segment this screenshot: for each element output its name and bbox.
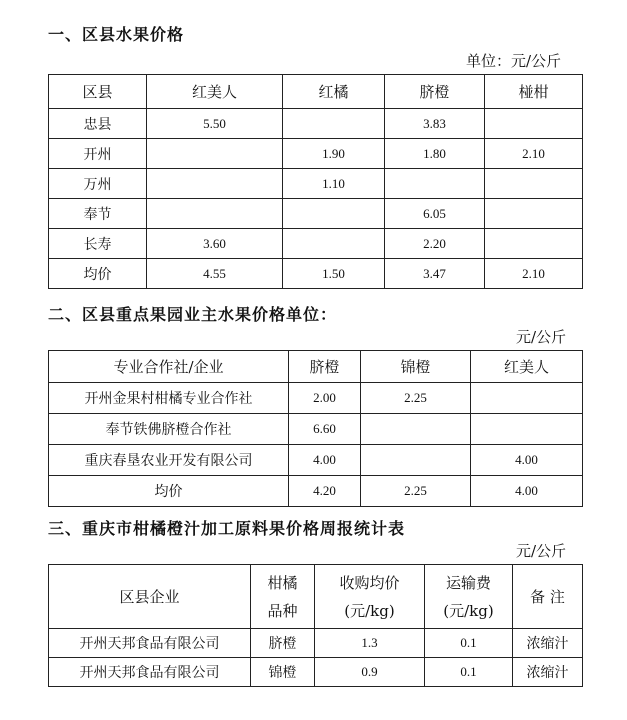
price-cell	[283, 229, 385, 259]
price-cell: 4.00	[471, 445, 583, 476]
price-cell	[471, 414, 583, 445]
price-cell	[361, 414, 471, 445]
price-cell	[283, 199, 385, 229]
section3-unit: 元/公斤	[516, 542, 567, 560]
price-cell: 3.60	[147, 229, 283, 259]
district-cell: 长寿	[49, 229, 147, 259]
company-cell: 开州金果村柑橘专业合作社	[49, 383, 289, 414]
price-cell: 2.10	[485, 259, 583, 289]
district-cell: 万州	[49, 169, 147, 199]
table-row	[49, 109, 583, 139]
table-row	[49, 445, 583, 476]
column-header: 锦橙	[361, 351, 471, 383]
section1-unit: 单位：元/公斤	[466, 52, 562, 70]
table-row	[49, 229, 583, 259]
section2-unit: 元/公斤	[516, 328, 567, 346]
price-cell	[361, 445, 471, 476]
table-header-row	[49, 351, 583, 383]
price-cell: 0.9	[315, 658, 425, 687]
table-row	[49, 414, 583, 445]
company-cell: 重庆春垦农业开发有限公司	[49, 445, 289, 476]
price-cell	[147, 169, 283, 199]
column-header: 运输费(元/kg)	[425, 565, 513, 629]
price-cell: 4.55	[147, 259, 283, 289]
column-header: 红美人	[147, 75, 283, 109]
column-header: 区县	[49, 75, 147, 109]
remark-cell: 浓缩汁	[513, 629, 583, 658]
price-cell: 2.25	[361, 476, 471, 507]
table-row	[49, 383, 583, 414]
price-cell: 3.47	[385, 259, 485, 289]
district-cell: 均价	[49, 259, 147, 289]
table-header-row	[49, 75, 583, 109]
column-header: 柑橘品种	[251, 565, 315, 629]
price-cell	[283, 109, 385, 139]
price-cell	[485, 169, 583, 199]
price-cell	[147, 139, 283, 169]
company-cell: 奉节铁佛脐橙合作社	[49, 414, 289, 445]
section1-heading: 一、区县水果价格	[48, 25, 185, 44]
remark-cell: 浓缩汁	[513, 658, 583, 687]
company-cell: 均价	[49, 476, 289, 507]
table-row	[49, 629, 583, 658]
price-cell: 4.00	[289, 445, 361, 476]
table-row	[49, 169, 583, 199]
price-cell: 1.50	[283, 259, 385, 289]
price-cell: 1.3	[315, 629, 425, 658]
column-header: 红橘	[283, 75, 385, 109]
district-cell: 开州	[49, 139, 147, 169]
column-header: 专业合作社/企业	[49, 351, 289, 383]
section2-heading: 二、区县重点果园业主水果价格单位：	[48, 305, 338, 324]
column-header: 椪柑	[485, 75, 583, 109]
fruit-price-table	[48, 74, 583, 289]
price-cell	[485, 229, 583, 259]
price-cell: 1.80	[385, 139, 485, 169]
juice-material-price-table	[48, 564, 583, 687]
price-cell: 1.90	[283, 139, 385, 169]
price-cell: 4.20	[289, 476, 361, 507]
variety-cell: 锦橙	[251, 658, 315, 687]
price-cell: 2.10	[485, 139, 583, 169]
freight-cell: 0.1	[425, 658, 513, 687]
column-header: 收购均价(元/kg)	[315, 565, 425, 629]
company-cell: 开州天邦食品有限公司	[49, 629, 251, 658]
table-row	[49, 658, 583, 687]
price-cell: 4.00	[471, 476, 583, 507]
price-cell: 1.10	[283, 169, 385, 199]
price-cell: 2.25	[361, 383, 471, 414]
price-cell: 2.20	[385, 229, 485, 259]
column-header: 脐橙	[289, 351, 361, 383]
table-row	[49, 139, 583, 169]
price-cell: 2.00	[289, 383, 361, 414]
table-row	[49, 199, 583, 229]
price-cell	[485, 109, 583, 139]
section3-heading: 三、重庆市柑橘橙汁加工原料果价格周报统计表	[48, 519, 406, 538]
company-cell: 开州天邦食品有限公司	[49, 658, 251, 687]
price-cell	[147, 199, 283, 229]
price-cell	[485, 199, 583, 229]
average-row	[49, 476, 583, 507]
district-cell: 忠县	[49, 109, 147, 139]
price-cell: 6.60	[289, 414, 361, 445]
average-row	[49, 259, 583, 289]
freight-cell: 0.1	[425, 629, 513, 658]
variety-cell: 脐橙	[251, 629, 315, 658]
column-header: 备 注	[513, 565, 583, 629]
price-cell	[471, 383, 583, 414]
column-header: 脐橙	[385, 75, 485, 109]
price-cell: 5.50	[147, 109, 283, 139]
district-cell: 奉节	[49, 199, 147, 229]
price-cell: 3.83	[385, 109, 485, 139]
orchard-price-table	[48, 350, 583, 507]
price-cell: 6.05	[385, 199, 485, 229]
column-header: 区县企业	[49, 565, 251, 629]
price-cell	[385, 169, 485, 199]
table-header-row	[49, 565, 583, 629]
column-header: 红美人	[471, 351, 583, 383]
